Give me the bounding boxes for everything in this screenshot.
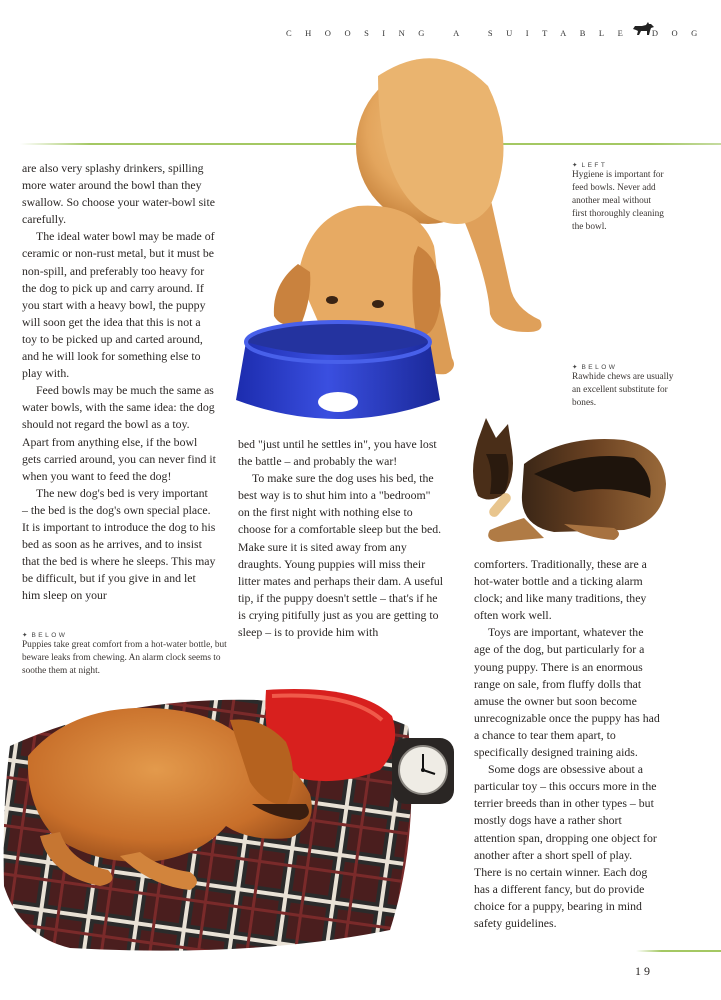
body-paragraph: The new dog's bed is very important – the bed is the dog's own special place. It is important to introduce the dog to his bed as soon as he arrives, and to insist that the bed is where he sleeps. This may be difficult, but if you give in and let him sleep on your <box>22 485 216 603</box>
body-column-1 <box>22 160 216 604</box>
body-paragraph: comforters. Traditionally, these are a hot-water bottle and a ticking alarm clock; and like many traditions, they often work well. <box>474 557 647 623</box>
caption-left-text: Hygiene is important for feed bowls. Never add another meal without first thoroughly cleaning the bowl. <box>572 170 664 232</box>
body-paragraph: Toys are important, whatever the age of the dog, but particularly for a young puppy. There is an enormous range on sale, from fluffy dolls that amuse the owner but soon become unrecognizable once the puppy has had a chance to tear them apart, to specifically designed training aids. <box>474 625 660 760</box>
caption-left-kicker: ✦ LEFT <box>572 162 608 169</box>
running-title: CHOOSING A SUITABLE DOG <box>286 28 711 38</box>
body-paragraph: Feed bowls may be much the same as water bowls, with the same idea: the dog should not regard the bowl as a toy. Apart from anything else, if the bowl gets carried around, you can never find it when you want to feed the dog! <box>22 383 216 483</box>
caption-below-right <box>572 363 682 410</box>
body-column-3 <box>474 556 662 932</box>
sleeping-puppy-photo <box>0 686 460 958</box>
body-column-2 <box>238 436 444 641</box>
body-paragraph: Some dogs are obsessive about a particular toy – this occurs more in the terrier breeds than in other types – but mostly dogs have a rather short attention span, dropping one object for another after a short spell of play. There is no certain winner. Each dog has a different fancy, but do provide choice for a puppy, bearing in mind safety guidelines. <box>474 762 657 930</box>
caption-below-left <box>22 631 232 678</box>
caption-below-right-kicker: ✦ BELOW <box>572 364 618 371</box>
caption-below-left-text: Puppies take great comfort from a hot-water bottle, but beware leaks from chewing. An alarm clock seems to soothe them at night. <box>22 640 227 676</box>
bottom-accent-rule <box>636 950 721 952</box>
body-paragraph: To make sure the dog uses his bed, the best way is to shut him into a "bedroom" on the first night with nothing else to choose for a comfortable sleep but the bed. Make sure it is sited away from any draughts. Young puppies will miss their litter mates and perhaps their dam. A useful tip, if the puppy doesn't settle – that's if he is crying pitifully just as you are getting to sleep – is to provide him with <box>238 471 444 640</box>
body-paragraph: The ideal water bowl may be made of ceramic or non-rust metal, but it must be non-spill, and preferably too heavy for the dog to pick up and carry around. If you start with a heavy bowl, the puppy will soon get the idea that this is not a toy to be picked up and carted around, and he will look for something else to play with. <box>22 229 215 381</box>
dog-silhouette-icon <box>632 20 656 36</box>
german-shepherd-photo <box>464 414 670 550</box>
page-number: 19 <box>635 964 653 978</box>
body-paragraph: bed "just until he settles in", you have lost the battle – and probably the war! <box>238 437 437 469</box>
body-paragraph: are also very splashy drinkers, spilling more water around the bowl than they swallow. So choose your water-bowl site carefully. <box>22 161 215 227</box>
labrador-puppy-photo <box>228 46 558 430</box>
caption-below-right-text: Rawhide chews are usually an excellent substitute for bones. <box>572 372 674 408</box>
caption-below-left-kicker: ✦ BELOW <box>22 632 68 639</box>
caption-left <box>572 161 668 234</box>
